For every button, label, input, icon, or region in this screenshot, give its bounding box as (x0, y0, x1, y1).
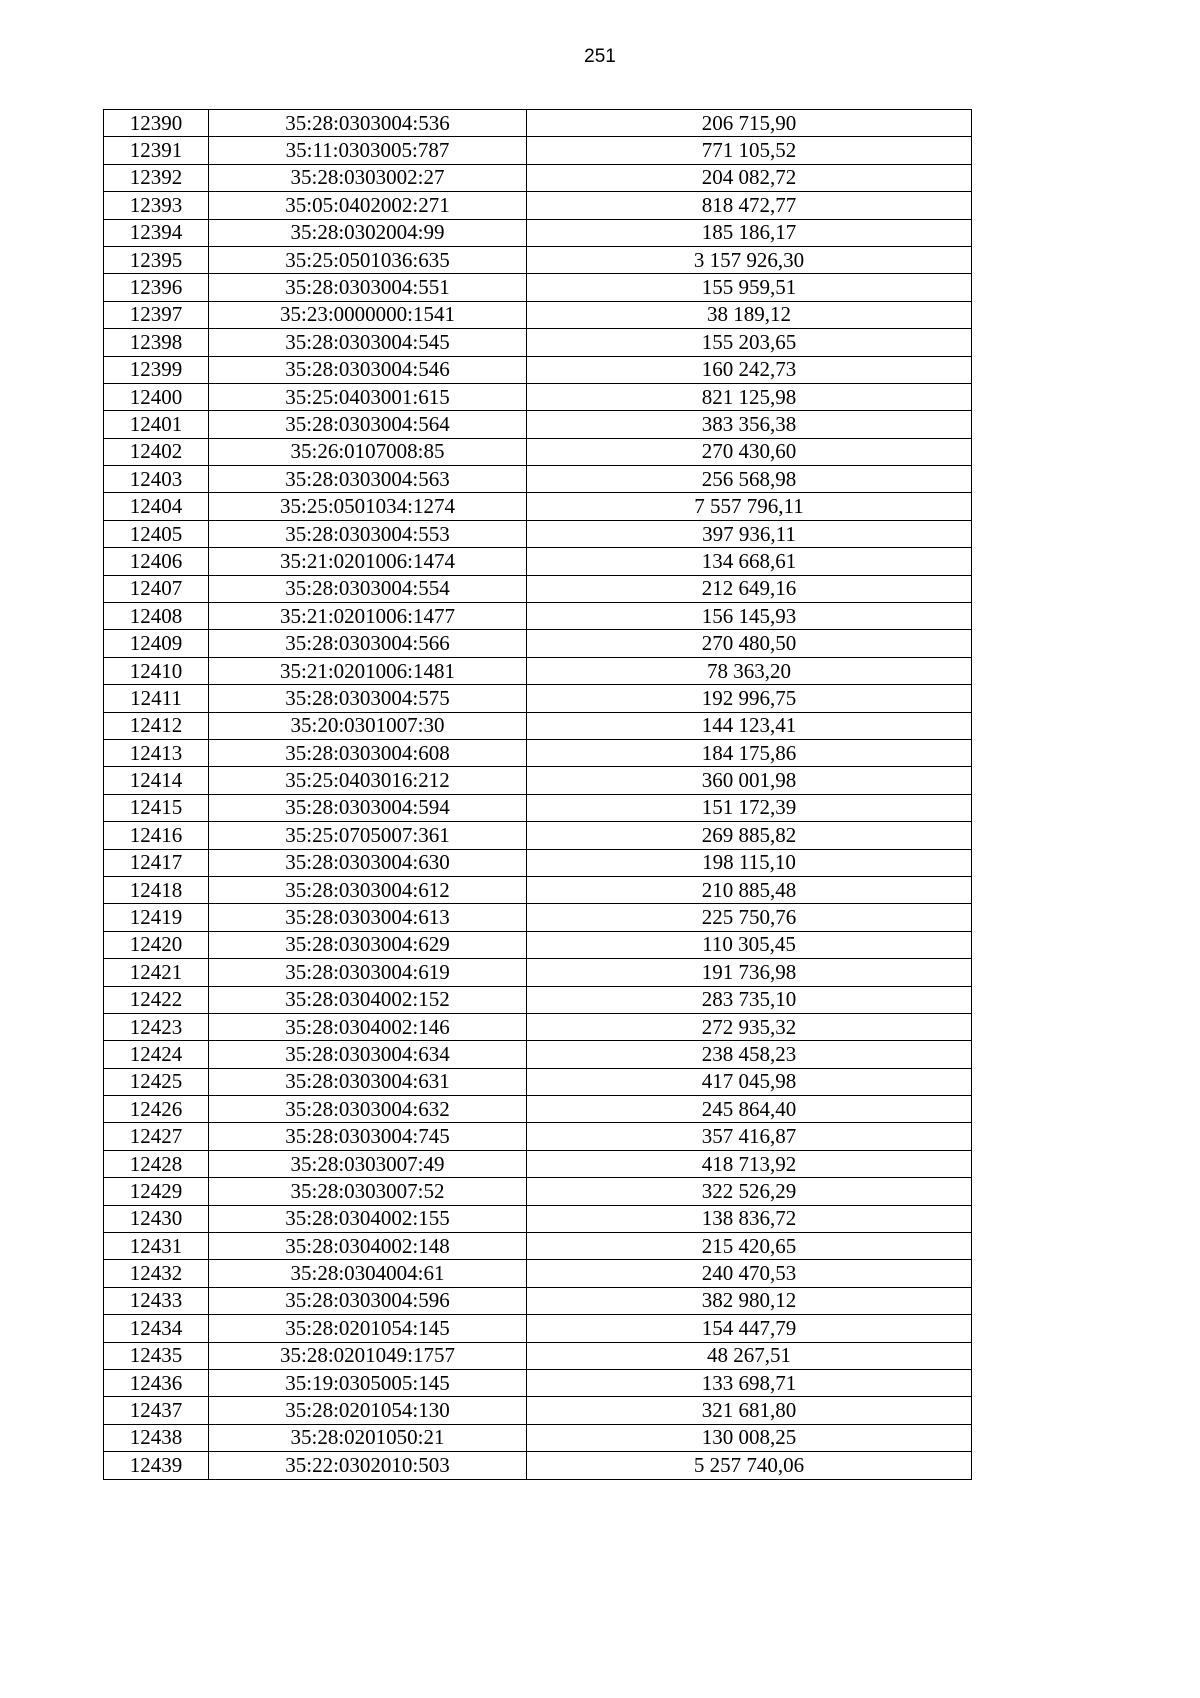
table-row (104, 411, 972, 438)
cadastral-value-cell: 256 568,98 (527, 466, 972, 493)
cadastral-value-cell: 78 363,20 (527, 657, 972, 684)
cadastral-number-cell: 35:28:0303004:613 (209, 904, 527, 931)
row-number-cell: 12409 (104, 630, 209, 657)
cadastral-value-cell: 155 203,65 (527, 329, 972, 356)
table-row (104, 1205, 972, 1232)
cadastral-value-cell: 269 885,82 (527, 822, 972, 849)
cadastral-number-cell: 35:28:0304002:148 (209, 1233, 527, 1260)
cadastral-number-cell: 35:28:0303004:631 (209, 1068, 527, 1095)
cadastral-number-cell: 35:28:0303004:536 (209, 110, 527, 137)
table-row (104, 329, 972, 356)
table-row (104, 1178, 972, 1205)
cadastral-number-cell: 35:25:0403001:615 (209, 383, 527, 410)
cadastral-value-cell: 184 175,86 (527, 739, 972, 766)
cadastral-number-cell: 35:25:0705007:361 (209, 822, 527, 849)
page-number: 251 (584, 46, 616, 67)
cadastral-value-table (103, 109, 972, 1480)
table-row (104, 548, 972, 575)
row-number-cell: 12398 (104, 329, 209, 356)
row-number-cell: 12427 (104, 1123, 209, 1150)
row-number-cell: 12428 (104, 1150, 209, 1177)
row-number-cell: 12425 (104, 1068, 209, 1095)
cadastral-number-cell: 35:20:0301007:30 (209, 712, 527, 739)
table-row (104, 712, 972, 739)
cadastral-value-cell: 270 480,50 (527, 630, 972, 657)
cadastral-number-cell: 35:28:0303004:554 (209, 575, 527, 602)
row-number-cell: 12405 (104, 520, 209, 547)
table-row (104, 657, 972, 684)
row-number-cell: 12437 (104, 1397, 209, 1424)
cadastral-number-cell: 35:28:0303004:634 (209, 1041, 527, 1068)
cadastral-number-cell: 35:19:0305005:145 (209, 1369, 527, 1396)
row-number-cell: 12399 (104, 356, 209, 383)
cadastral-number-cell: 35:28:0304002:146 (209, 1013, 527, 1040)
cadastral-value-cell: 818 472,77 (527, 192, 972, 219)
cadastral-value-cell: 212 649,16 (527, 575, 972, 602)
table-row (104, 1369, 972, 1396)
cadastral-number-cell: 35:28:0303004:612 (209, 876, 527, 903)
cadastral-value-cell: 48 267,51 (527, 1342, 972, 1369)
row-number-cell: 12414 (104, 767, 209, 794)
row-number-cell: 12420 (104, 931, 209, 958)
cadastral-value-cell: 206 715,90 (527, 110, 972, 137)
cadastral-value-cell: 272 935,32 (527, 1013, 972, 1040)
cadastral-value-cell: 138 836,72 (527, 1205, 972, 1232)
row-number-cell: 12395 (104, 246, 209, 273)
row-number-cell: 12404 (104, 493, 209, 520)
cadastral-number-cell: 35:28:0303004:632 (209, 1096, 527, 1123)
cadastral-value-cell: 110 305,45 (527, 931, 972, 958)
table-row (104, 1342, 972, 1369)
cadastral-value-cell: 7 557 796,11 (527, 493, 972, 520)
table-row (104, 1452, 972, 1479)
table-row (104, 685, 972, 712)
cadastral-value-cell: 283 735,10 (527, 986, 972, 1013)
cadastral-value-cell: 418 713,92 (527, 1150, 972, 1177)
cadastral-number-cell: 35:28:0201054:145 (209, 1315, 527, 1342)
cadastral-number-cell: 35:28:0303007:52 (209, 1178, 527, 1205)
row-number-cell: 12418 (104, 876, 209, 903)
table-row (104, 1150, 972, 1177)
row-number-cell: 12415 (104, 794, 209, 821)
table-row (104, 301, 972, 328)
row-number-cell: 12413 (104, 739, 209, 766)
row-number-cell: 12394 (104, 219, 209, 246)
cadastral-value-cell: 156 145,93 (527, 603, 972, 630)
cadastral-number-cell: 35:28:0303004:575 (209, 685, 527, 712)
cadastral-number-cell: 35:28:0303004:564 (209, 411, 527, 438)
table-row (104, 1260, 972, 1287)
cadastral-value-cell: 38 189,12 (527, 301, 972, 328)
cadastral-value-cell: 821 125,98 (527, 383, 972, 410)
row-number-cell: 12433 (104, 1287, 209, 1314)
cadastral-number-cell: 35:28:0201050:21 (209, 1424, 527, 1451)
cadastral-number-cell: 35:28:0303004:566 (209, 630, 527, 657)
cadastral-value-cell: 144 123,41 (527, 712, 972, 739)
cadastral-value-cell: 198 115,10 (527, 849, 972, 876)
row-number-cell: 12430 (104, 1205, 209, 1232)
row-number-cell: 12391 (104, 137, 209, 164)
cadastral-value-cell: 238 458,23 (527, 1041, 972, 1068)
table-row (104, 1287, 972, 1314)
cadastral-number-cell: 35:28:0304002:152 (209, 986, 527, 1013)
table-row (104, 1424, 972, 1451)
table-row (104, 959, 972, 986)
row-number-cell: 12390 (104, 110, 209, 137)
cadastral-number-cell: 35:28:0303004:594 (209, 794, 527, 821)
table-row (104, 493, 972, 520)
cadastral-value-cell: 321 681,80 (527, 1397, 972, 1424)
cadastral-value-cell: 204 082,72 (527, 164, 972, 191)
cadastral-number-cell: 35:28:0302004:99 (209, 219, 527, 246)
cadastral-value-cell: 130 008,25 (527, 1424, 972, 1451)
cadastral-number-cell: 35:25:0501034:1274 (209, 493, 527, 520)
cadastral-number-cell: 35:21:0201006:1477 (209, 603, 527, 630)
table-row (104, 1123, 972, 1150)
row-number-cell: 12411 (104, 685, 209, 712)
table-row (104, 219, 972, 246)
table-row (104, 794, 972, 821)
cadastral-value-cell: 151 172,39 (527, 794, 972, 821)
table-row (104, 356, 972, 383)
table-row (104, 986, 972, 1013)
cadastral-number-cell: 35:26:0107008:85 (209, 438, 527, 465)
cadastral-number-cell: 35:25:0501036:635 (209, 246, 527, 273)
cadastral-value-cell: 397 936,11 (527, 520, 972, 547)
cadastral-value-cell: 771 105,52 (527, 137, 972, 164)
table-row (104, 931, 972, 958)
row-number-cell: 12403 (104, 466, 209, 493)
cadastral-number-cell: 35:28:0201049:1757 (209, 1342, 527, 1369)
cadastral-value-cell: 322 526,29 (527, 1178, 972, 1205)
table-row (104, 822, 972, 849)
table-row (104, 1013, 972, 1040)
cadastral-number-cell: 35:28:0303002:27 (209, 164, 527, 191)
row-number-cell: 12431 (104, 1233, 209, 1260)
table-row (104, 1096, 972, 1123)
table-row (104, 274, 972, 301)
cadastral-value-cell: 155 959,51 (527, 274, 972, 301)
cadastral-number-cell: 35:25:0403016:212 (209, 767, 527, 794)
cadastral-number-cell: 35:28:0303004:630 (209, 849, 527, 876)
cadastral-number-cell: 35:22:0302010:503 (209, 1452, 527, 1479)
row-number-cell: 12436 (104, 1369, 209, 1396)
table-row (104, 603, 972, 630)
table-row (104, 164, 972, 191)
table-row (104, 137, 972, 164)
table-row (104, 904, 972, 931)
row-number-cell: 12438 (104, 1424, 209, 1451)
cadastral-value-cell: 134 668,61 (527, 548, 972, 575)
row-number-cell: 12421 (104, 959, 209, 986)
cadastral-value-cell: 191 736,98 (527, 959, 972, 986)
cadastral-number-cell: 35:28:0303004:563 (209, 466, 527, 493)
row-number-cell: 12426 (104, 1096, 209, 1123)
cadastral-value-cell: 210 885,48 (527, 876, 972, 903)
row-number-cell: 12397 (104, 301, 209, 328)
row-number-cell: 12416 (104, 822, 209, 849)
table-row (104, 1068, 972, 1095)
row-number-cell: 12439 (104, 1452, 209, 1479)
row-number-cell: 12429 (104, 1178, 209, 1205)
cadastral-value-cell: 417 045,98 (527, 1068, 972, 1095)
cadastral-number-cell: 35:28:0303007:49 (209, 1150, 527, 1177)
cadastral-number-cell: 35:23:0000000:1541 (209, 301, 527, 328)
cadastral-value-cell: 5 257 740,06 (527, 1452, 972, 1479)
table-row (104, 630, 972, 657)
cadastral-number-cell: 35:28:0303004:745 (209, 1123, 527, 1150)
cadastral-value-cell: 133 698,71 (527, 1369, 972, 1396)
row-number-cell: 12400 (104, 383, 209, 410)
cadastral-value-cell: 382 980,12 (527, 1287, 972, 1314)
table-row (104, 1233, 972, 1260)
row-number-cell: 12408 (104, 603, 209, 630)
cadastral-value-cell: 383 356,38 (527, 411, 972, 438)
cadastral-value-cell: 245 864,40 (527, 1096, 972, 1123)
cadastral-number-cell: 35:11:0303005:787 (209, 137, 527, 164)
row-number-cell: 12424 (104, 1041, 209, 1068)
row-number-cell: 12432 (104, 1260, 209, 1287)
cadastral-number-cell: 35:21:0201006:1481 (209, 657, 527, 684)
cadastral-value-cell: 192 996,75 (527, 685, 972, 712)
table-row (104, 1397, 972, 1424)
row-number-cell: 12396 (104, 274, 209, 301)
table-row (104, 438, 972, 465)
row-number-cell: 12423 (104, 1013, 209, 1040)
cadastral-number-cell: 35:28:0303004:629 (209, 931, 527, 958)
table-row (104, 110, 972, 137)
table-row (104, 876, 972, 903)
table-body (104, 110, 972, 1480)
cadastral-value-cell: 154 447,79 (527, 1315, 972, 1342)
cadastral-number-cell: 35:28:0201054:130 (209, 1397, 527, 1424)
cadastral-value-cell: 357 416,87 (527, 1123, 972, 1150)
cadastral-number-cell: 35:05:0402002:271 (209, 192, 527, 219)
row-number-cell: 12422 (104, 986, 209, 1013)
cadastral-number-cell: 35:28:0303004:545 (209, 329, 527, 356)
table-row (104, 466, 972, 493)
table-row (104, 1041, 972, 1068)
row-number-cell: 12412 (104, 712, 209, 739)
table-row (104, 767, 972, 794)
row-number-cell: 12417 (104, 849, 209, 876)
cadastral-number-cell: 35:28:0304004:61 (209, 1260, 527, 1287)
row-number-cell: 12435 (104, 1342, 209, 1369)
table-row (104, 383, 972, 410)
cadastral-value-cell: 215 420,65 (527, 1233, 972, 1260)
cadastral-number-cell: 35:28:0303004:551 (209, 274, 527, 301)
cadastral-value-cell: 3 157 926,30 (527, 246, 972, 273)
table-row (104, 575, 972, 602)
cadastral-value-cell: 270 430,60 (527, 438, 972, 465)
table-row (104, 246, 972, 273)
table-row (104, 1315, 972, 1342)
table-row (104, 849, 972, 876)
row-number-cell: 12410 (104, 657, 209, 684)
row-number-cell: 12401 (104, 411, 209, 438)
cadastral-number-cell: 35:28:0304002:155 (209, 1205, 527, 1232)
row-number-cell: 12392 (104, 164, 209, 191)
cadastral-number-cell: 35:28:0303004:553 (209, 520, 527, 547)
cadastral-value-cell: 160 242,73 (527, 356, 972, 383)
row-number-cell: 12406 (104, 548, 209, 575)
table-row (104, 192, 972, 219)
row-number-cell: 12393 (104, 192, 209, 219)
cadastral-number-cell: 35:21:0201006:1474 (209, 548, 527, 575)
row-number-cell: 12407 (104, 575, 209, 602)
cadastral-value-cell: 225 750,76 (527, 904, 972, 931)
cadastral-value-cell: 240 470,53 (527, 1260, 972, 1287)
table-row (104, 520, 972, 547)
cadastral-number-cell: 35:28:0303004:596 (209, 1287, 527, 1314)
row-number-cell: 12402 (104, 438, 209, 465)
row-number-cell: 12434 (104, 1315, 209, 1342)
cadastral-value-cell: 360 001,98 (527, 767, 972, 794)
row-number-cell: 12419 (104, 904, 209, 931)
cadastral-number-cell: 35:28:0303004:619 (209, 959, 527, 986)
cadastral-value-cell: 185 186,17 (527, 219, 972, 246)
cadastral-number-cell: 35:28:0303004:546 (209, 356, 527, 383)
cadastral-number-cell: 35:28:0303004:608 (209, 739, 527, 766)
table-row (104, 739, 972, 766)
